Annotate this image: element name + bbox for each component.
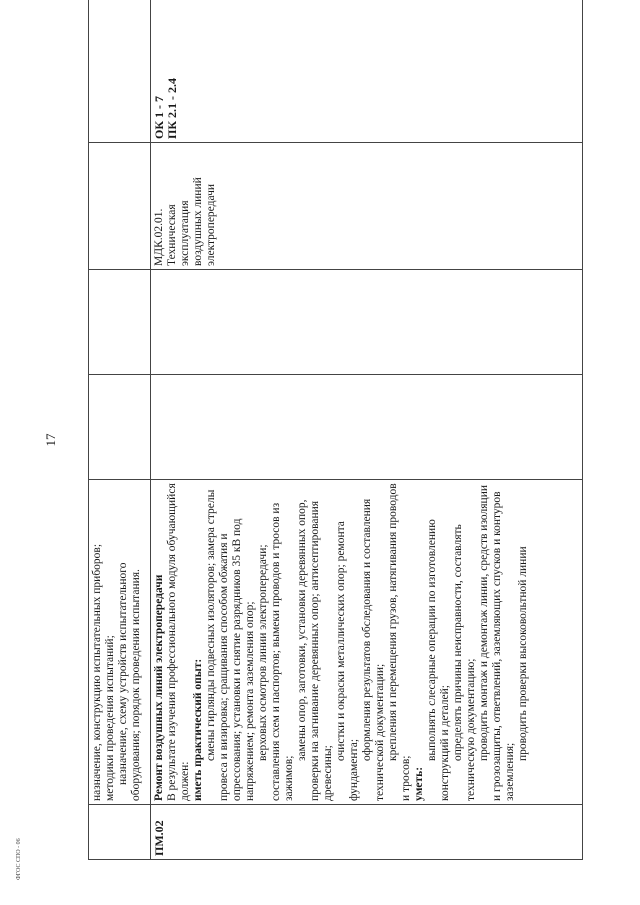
practical-item: очистки и окраски металлических опор; ремонта фундамента; bbox=[335, 521, 360, 801]
mdk-line: электропередачи bbox=[205, 183, 217, 266]
practical-item: замены опор, заготовки, установки деревянных опор, проверки на загнивание деревянных опор; антисептирования древесины; bbox=[296, 499, 334, 801]
practical-heading: иметь практический опыт: bbox=[192, 658, 204, 801]
practical-item: оформления результатов обследования и составления технической документации; bbox=[361, 498, 386, 801]
continuation-line: назначение, конструкцию испытательных приборов; bbox=[91, 543, 103, 801]
module-code: ПМ.02 bbox=[151, 805, 583, 860]
cell-empty bbox=[89, 270, 151, 375]
skills-item: определять причины неисправности, составлять техническую документацию; bbox=[452, 524, 477, 801]
table-row-pm02 bbox=[151, 0, 583, 860]
practical-item: смены гирлянды подвесных изоляторов; замера стрелы провеса и визировка; сращивания способом обжатия и опрессования; установки и снятие разрядников 35 кВ под напряжением; ремонта заземления опор; bbox=[205, 489, 256, 801]
continuation-line: оборудования; порядок проведения испытания. bbox=[130, 569, 142, 801]
mdk-line: эксплуатация bbox=[179, 200, 191, 266]
cell-empty bbox=[151, 270, 583, 375]
cell-empty-code bbox=[89, 805, 151, 860]
skills-item: проводить проверки высоковольтной линии bbox=[517, 546, 529, 761]
module-content bbox=[151, 480, 583, 805]
table-row-continuation bbox=[89, 0, 151, 860]
cell-empty bbox=[89, 143, 151, 270]
cell-empty bbox=[89, 375, 151, 480]
curriculum-table bbox=[88, 0, 583, 860]
cell-empty bbox=[89, 0, 151, 143]
practical-item: верховых осмотров линии электропередачи; составления схем и паспортов; вымеки проводов и тросов из зажимов; bbox=[257, 502, 295, 801]
module-intro: В результате изучения профессионального модуля обучающийся должен: bbox=[166, 483, 191, 801]
cell-empty bbox=[151, 375, 583, 480]
skills-item: выполнять слесарные операции по изготовлению конструкций и деталей; bbox=[426, 519, 451, 801]
skills-item: проводить монтаж и демонтаж линии, средств изоляции и грозозащиты, ответвлений, заземляющих спусков и контуров заземления; bbox=[478, 484, 516, 801]
mdk-line: МДК.02.01. bbox=[153, 208, 165, 266]
cell-continuation-text bbox=[89, 480, 151, 805]
continuation-line: методики проведения испытаний; bbox=[104, 635, 116, 801]
skills-heading: уметь: bbox=[413, 766, 425, 801]
practical-item: крепления и перемещения грузов, натягивания проводов и тросов; bbox=[387, 483, 412, 801]
footer-code: ФГОС СПО - 06 bbox=[16, 838, 22, 880]
competency-pk: ПК 2.1 - 2.4 bbox=[165, 77, 179, 139]
competencies-cell bbox=[151, 0, 583, 143]
page-number: 17 bbox=[43, 433, 58, 447]
module-title: Ремонт воздушных линий электропередачи bbox=[153, 574, 165, 801]
continuation-line: назначение, схему устройств испытательного bbox=[117, 562, 129, 785]
competency-ok: ОК 1 - 7 bbox=[152, 95, 166, 139]
mdk-cell bbox=[151, 143, 583, 270]
mdk-line: воздушных линий bbox=[192, 177, 204, 266]
mdk-line: Техническая bbox=[166, 204, 178, 266]
rotated-table-wrapper bbox=[88, 25, 583, 860]
